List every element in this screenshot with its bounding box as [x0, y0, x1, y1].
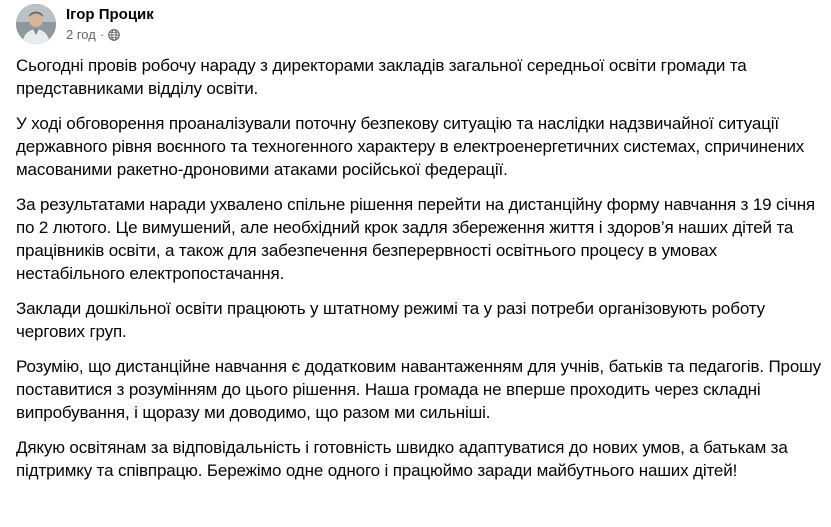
post-paragraph: У ході обговорення проаналізували поточну безпекову ситуацію та наслідки надзвичайної ситуації державного рівня воєнного та техногенного характеру в електроенергетичних системах, спричинених масованими ракетно-дроновими атаками російської федерації. [16, 114, 805, 179]
post-paragraph: Дякую освітянам за відповідальність і готовність швидко адаптуватися до нових умов, а батькам за підтримку та співпрацю. Бережімо одне одного і працюймо заради майбутнього наших дітей! [16, 438, 788, 480]
post-subline [66, 27, 154, 43]
post-meta [66, 5, 154, 43]
post-paragraph: За результатами наради ухвалено спільне рішення перейти на дистанційну форму навчання з 19 січня по 2 лютого. Це вимушений, але необхідний крок задля збереження життя і здоров’я наших дітей та працівників освіти, а також для забезпечення безперервності освітнього процесу в умовах нестабільного електропостачання. [16, 195, 815, 283]
post-paragraph: Сьогодні провів робочу нараду з директорами закладів загальної середньої освіти громади та представниками відділу освіти. [16, 56, 747, 98]
post-header [16, 2, 154, 46]
post-paragraph: Заклади дошкільної освіти працюють у штатному режимі та у разі потреби організовують роботу чергових груп. [16, 299, 765, 341]
globe-icon[interactable] [108, 29, 120, 41]
author-avatar[interactable] [16, 4, 56, 44]
separator-dot: · [99, 27, 105, 42]
avatar-photo [16, 4, 56, 44]
post-body [16, 54, 826, 494]
author-name[interactable]: Ігор Процик [66, 6, 154, 23]
post-timestamp[interactable]: 2 год [66, 27, 96, 42]
post-paragraph: Розумію, що дистанційне навчання є додатковим навантаженням для учнів, батьків та педагогів. Прошу поставитися з розумінням до цього рішення. Наша громада не вперше проходить через складні випробування, і щоразу ми доводимо, що разом ми сильніші. [16, 357, 822, 422]
